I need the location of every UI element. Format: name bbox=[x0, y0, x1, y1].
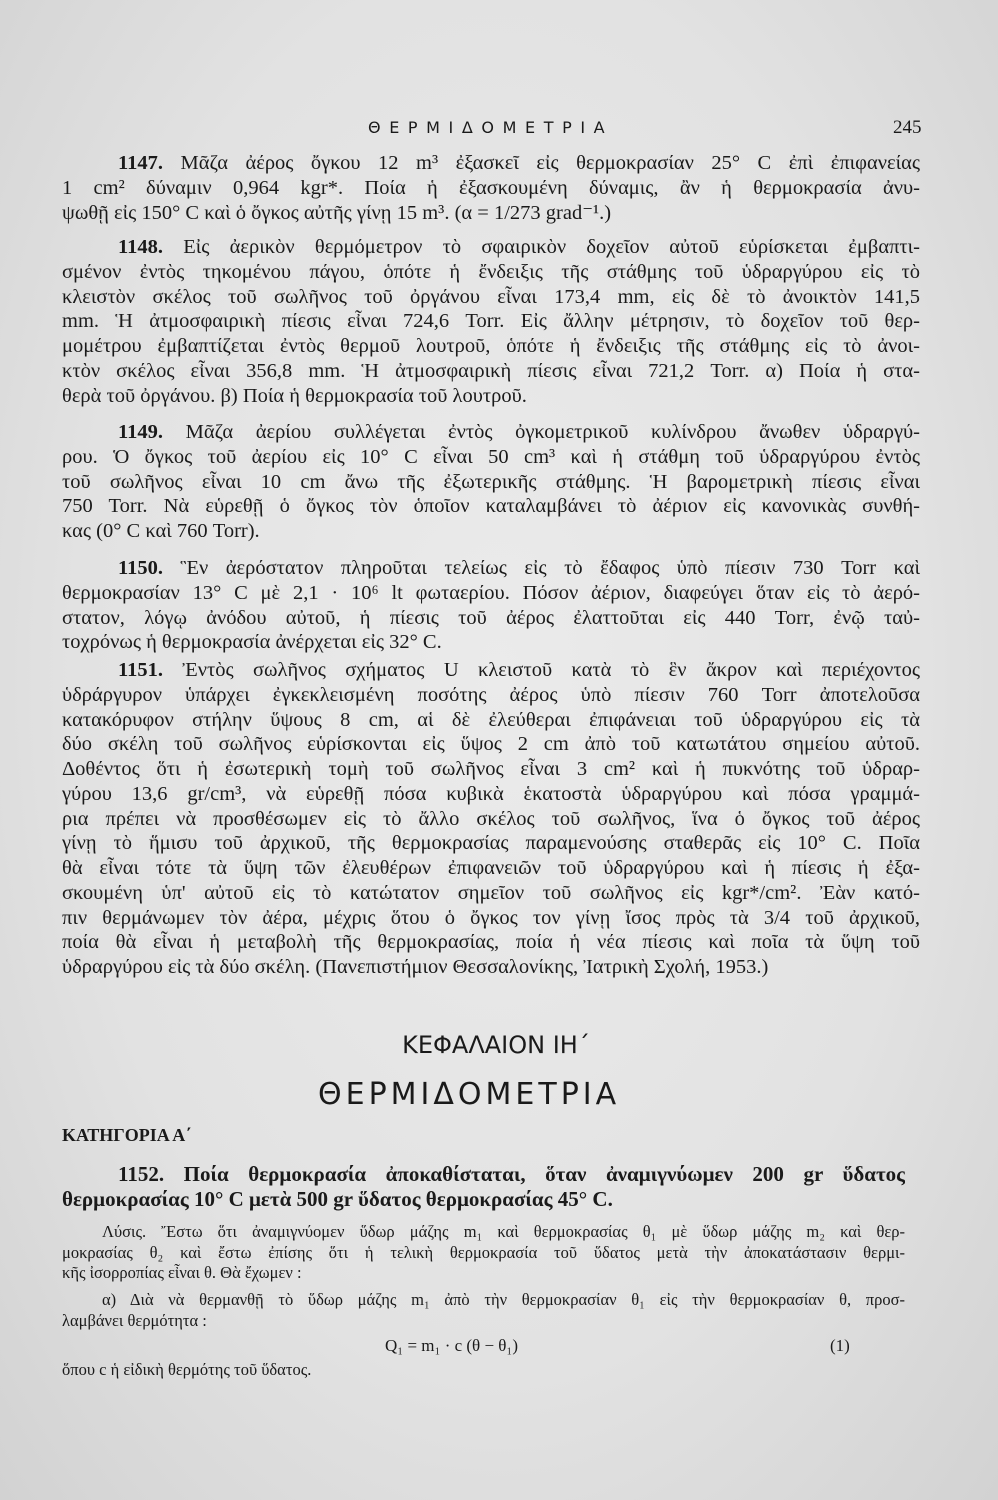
problem-line: κας (0° C καὶ 760 Torr). bbox=[62, 520, 260, 542]
problem-line: πιν θερμάνωμεν τὸν ἀέρα, μέχρις ὅτου ὁ ὄγκος τον γίνῃ ἴσος πρὸς τὰ 3/4 τοῦ ἀρχικοῦ, bbox=[62, 906, 920, 929]
problem-line: 1 cm² δύναμιν 0,964 kgr*. Ποία ἡ ἐξασκουμένη δύναμις, ἂν ἡ θερμοκρασία ἀνυ- bbox=[62, 176, 920, 199]
problem-line: θερμοκρασίας 10° C μετὰ 500 gr ὕδατος θερμοκρασίας 45° C. bbox=[62, 1187, 613, 1211]
problem-text: Ἓν ἀερόστατον πληροῦται τελείως εἰς τὸ ἔδαφος ὑπὸ πίεσιν 730 Torr καὶ bbox=[180, 557, 920, 579]
problem-line: γίνῃ τὸ ἥμισυ τοῦ ἀρχικοῦ, τῆς θερμοκρασίας παραμενούσης σταθερᾶς εἰς 10° C. Ποῖα bbox=[62, 832, 920, 855]
problem-line: κατακόρυφον στήλην ὕψους 8 cm, αἱ δὲ ἐλεύθεραι ἐπιφάνειαι τοῦ ὑδραργύρου εἰς τὰ bbox=[62, 708, 920, 731]
problem-number: 1149. bbox=[118, 421, 163, 443]
problem-line: γύρου 13,6 gr/cm³, νὰ εὑρεθῇ πόσα κυβικὰ ἑκατοστὰ ὑδραργύρου καὶ πόσα γραμμά- bbox=[62, 782, 920, 805]
solution-line: μοκρασίας θ₂ καὶ ἔστω ἐπίσης ὅτι ἡ τελικὴ θερμοκρασία τοῦ ὕδατος μετὰ τὴν ἀποκατάστασιν θερμι- bbox=[62, 1242, 905, 1262]
problem-number: 1148. bbox=[118, 236, 163, 258]
problem-line bbox=[62, 658, 920, 683]
solution-line: λαμβάνει θερμότητα : bbox=[62, 1310, 207, 1330]
problem-line: θὰ εἶναι τότε τὰ ὕψη τῶν ἐλευθέρων ἐπιφανειῶν τοῦ ὑδραργύρου καὶ ἡ πίεσις ἡ ἐξα- bbox=[62, 857, 920, 879]
page-number: 245 bbox=[893, 117, 922, 138]
solution-note bbox=[62, 1360, 905, 1381]
equation-row bbox=[62, 1335, 905, 1357]
problem-line bbox=[62, 1162, 905, 1187]
problem-1148 bbox=[62, 235, 920, 408]
problem-line: σμένον ἐντὸς τηκομένου πάγου, ὁπότε ἡ ἔνδειξις τῆς στάθμης τοῦ ὑδραργύρου εἰς τὸ bbox=[62, 260, 920, 283]
problem-line: ρου. Ὁ ὄγκος τοῦ ἀερίου εἰς 10° C εἶναι 50 cm³ καὶ ἡ στάθμη τοῦ ὑδραργύρου ἐντὸς bbox=[62, 445, 920, 468]
problem-line: στατον, λόγῳ ἀνόδου αὐτοῦ, ἡ πίεσις τοῦ ἀέρος ἐλαττοῦται εἰς 440 Torr, ἐνῷ ταὐ- bbox=[62, 606, 920, 629]
problem-number: 1147. bbox=[118, 152, 163, 174]
problem-text: Ποία θερμοκρασία ἀποκαθίσταται, ὅταν ἀναμιγνύωμεν 200 gr ὕδατος bbox=[183, 1162, 905, 1186]
problem-line bbox=[62, 420, 920, 445]
category-heading: ΚΑΤΗΓΟΡΙΑ Α΄ bbox=[62, 1125, 192, 1145]
problem-text: Μᾶζα ἀέρος ὄγκου 12 m³ ἐξασκεῖ εἰς θερμοκρασίαν 25° C ἐπὶ ἐπιφανείας bbox=[180, 152, 920, 174]
problem-text: Εἰς ἀερικὸν θερμόμετρον τὸ σφαιρικὸν δοχεῖον αὐτοῦ εὑρίσκεται ἐμβαπτι- bbox=[183, 236, 920, 258]
problem-line: mm. Ἡ ἀτμοσφαιρικὴ πίεσις εἶναι 724,6 Torr. Εἰς ἄλλην μέτρησιν, τὸ δοχεῖον τοῦ θερ- bbox=[62, 310, 920, 333]
problem-line bbox=[62, 151, 920, 176]
chapter-label: ΚΕΦΑΛΑΙΟΝ ΙΗ΄ bbox=[402, 1031, 590, 1059]
problem-1150 bbox=[62, 556, 920, 655]
problem-text: Μᾶζα ἀερίου συλλέγεται ἐντὸς ὀγκομετρικοῦ κυλίνδρου ἄνωθεν ὑδραργύ- bbox=[185, 421, 920, 443]
solution-step-a bbox=[62, 1290, 905, 1331]
problem-1152 bbox=[62, 1162, 905, 1212]
problem-line: ποία θὰ εἶναι ἡ μεταβολὴ τῆς θερμοκρασίας, ποία ἡ νέα πίεσις καὶ ποῖα τὰ ὕψη τοῦ bbox=[62, 931, 920, 954]
solution-line: ὅπου c ἡ εἰδικὴ θερμότης τοῦ ὕδατος. bbox=[62, 1360, 312, 1379]
problem-line: σκουμένη ὑπ' αὐτοῦ εἰς τὸ κατώτατον σημεῖον τοῦ σωλῆνος εἰς kgr*/cm². Ἐὰν κατό- bbox=[62, 881, 920, 904]
problem-1149 bbox=[62, 420, 920, 544]
equation-number: (1) bbox=[830, 1336, 850, 1355]
problem-line: θερμοκρασίαν 13° C μὲ 2,1 · 10⁶ lt φωταερίου. Πόσον ἀέριον, διαφεύγει ὅταν εἰς τὸ ἀερό- bbox=[62, 581, 920, 604]
problem-line: κτὸν σκέλος εἶναι 356,8 mm. Ἡ ἀτμοσφαιρικὴ πίεσις εἶναι 721,2 Torr. α) Ποία ἡ στα- bbox=[62, 359, 920, 382]
running-head-title: ΘΕΡΜΙΔΟΜΕΤΡΙΑ bbox=[368, 118, 614, 137]
problem-line: θερὰ τοῦ ὀργάνου. β) Ποία ἡ θερμοκρασία τοῦ λουτροῦ. bbox=[62, 384, 527, 407]
solution-line: α) Διὰ νὰ θερμανθῇ τὸ ὕδωρ μάζης m₁ ἀπὸ τὴν θερμοκρασίαν θ₁ εἰς τὴν θερμοκρασίαν θ, προσ- bbox=[102, 1290, 905, 1309]
problem-line: ὑδράργυρον ὑπάρχει ἐγκεκλεισμένη ποσότης ἀέρος ὑπὸ πίεσιν 760 Torr ἀποτελοῦσα bbox=[62, 683, 920, 706]
solution-label: Λύσις. bbox=[102, 1222, 147, 1241]
equation: Q₁ = m₁ · c (θ − θ₁) bbox=[385, 1336, 519, 1355]
solution-intro bbox=[62, 1222, 905, 1284]
problem-text: Ἐντὸς σωλῆνος σχήματος U κλειστοῦ κατὰ τὸ ἓν ἄκρον καὶ περιέχοντος bbox=[182, 659, 920, 681]
problem-number: 1152. bbox=[118, 1162, 165, 1186]
problem-line: δύο σκέλη τοῦ σωλῆνος εὑρίσκονται εἰς ὕψος 2 cm ἀπὸ τοῦ κατωτάτου σημείου αὐτοῦ. bbox=[62, 733, 920, 756]
problem-line bbox=[62, 235, 920, 260]
solution-text: Ἔστω ὅτι ἀναμιγνύομεν ὕδωρ μάζης m₁ καὶ θερμοκρασίας θ₁ μὲ ὕδωρ μάζης m₂ καὶ θερ- bbox=[161, 1222, 905, 1241]
solution-line: κῆς ἰσορροπίας εἶναι θ. Θὰ ἔχωμεν : bbox=[62, 1263, 302, 1282]
problem-1147 bbox=[62, 151, 920, 225]
problem-line: Δοθέντος ὅτι ἡ ἐσωτερικὴ τομὴ τοῦ σωλῆνος εἶναι 3 cm² καὶ ἡ πυκνότης τοῦ ὑδραρ- bbox=[62, 758, 920, 780]
problem-line: τοχρόνως ἡ θερμοκρασία ἀνέρχεται εἰς 32° C. bbox=[62, 631, 442, 654]
problem-line: ρια πρέπει νὰ προσθέσωμεν εἰς τὸ ἄλλο σκέλος τοῦ σωλῆνος, ἵνα ὁ ὄγκος τοῦ ἀέρος bbox=[62, 807, 920, 830]
chapter-title: ΘΕΡΜΙΔΟΜΕΤΡΙΑ bbox=[318, 1077, 621, 1112]
problem-line: τοῦ σωλῆνος εἶναι 10 cm ἄνω τῆς ἐξωτερικῆς στάθμης. Ἡ βαρομετρικὴ πίεσις εἶναι bbox=[62, 470, 920, 493]
problem-line: ὑδραργύρου εἰς τὰ δύο σκέλη. (Πανεπιστήμιον Θεσσαλονίκης, Ἰατρικὴ Σχολή, 1953.) bbox=[62, 956, 769, 978]
problem-line: κλειστὸν σκέλος τοῦ σωλῆνος τοῦ ὀργάνου εἶναι 173,4 mm, εἰς δὲ τὸ ἀνοικτὸν 141,5 bbox=[62, 285, 920, 308]
problem-line: ψωθῇ εἰς 150° C καὶ ὁ ὄγκος αὐτῆς γίνῃ 15 m³. (α = 1/273 grad⁻¹.) bbox=[62, 201, 612, 224]
solution-line bbox=[62, 1222, 905, 1243]
problem-number: 1151. bbox=[118, 659, 163, 681]
problem-line: 750 Torr. Νὰ εὑρεθῇ ὁ ὄγκος τὸν ὁποῖον καταλαμβάνει τὸ ἀέριον εἰς κανονικὰς συνθή- bbox=[62, 495, 920, 518]
problem-1151 bbox=[62, 658, 920, 980]
problem-line bbox=[62, 556, 920, 581]
problem-number: 1150. bbox=[118, 557, 163, 579]
problem-line: μομέτρου ἐμβαπτίζεται ἐντὸς θερμοῦ λουτροῦ, ὁπότε ἡ ἔνδειξις τῆς στάθμης εἰς τὸ ἀνοι- bbox=[62, 335, 920, 357]
